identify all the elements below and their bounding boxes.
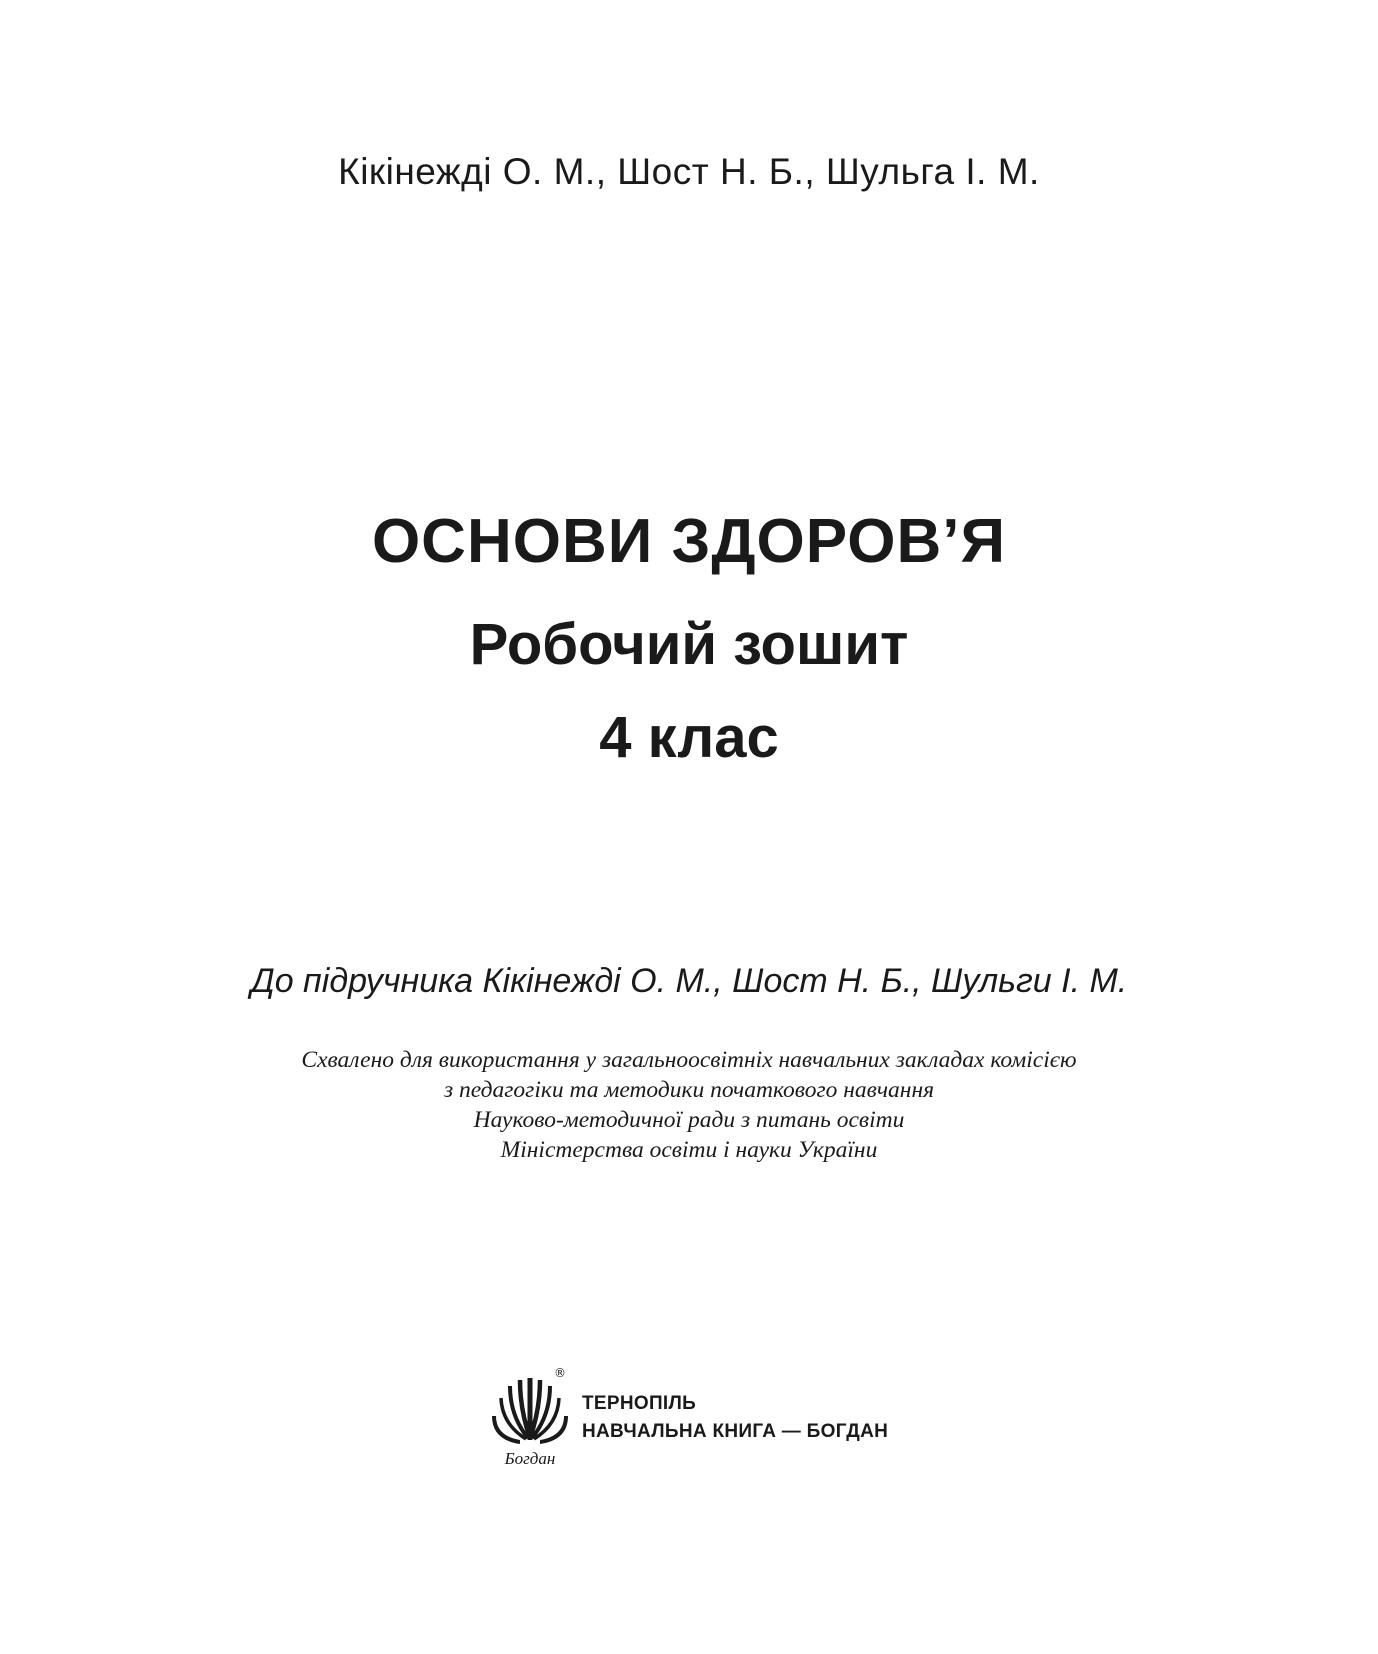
book-title: ОСНОВИ ЗДОРОВ’Я <box>371 507 1007 576</box>
grade-label: 4 клас <box>599 705 779 770</box>
logo-wordmark: Богдан <box>504 1449 556 1468</box>
publisher-block <box>490 1366 910 1470</box>
approval-line: з педагогіки та методики початкового навчання <box>443 1077 935 1103</box>
bogdan-publisher-logo-icon <box>490 1370 570 1470</box>
registered-mark: ® <box>554 1366 566 1380</box>
publisher-info <box>582 1390 888 1446</box>
approval-line: Схвалено для використання у загальноосвітніх навчальних закладах комісією <box>301 1047 1077 1073</box>
approval-line: Міністерства освіти і науки України <box>500 1137 878 1163</box>
publisher-city: ТЕРНОПІЛЬ <box>582 1393 697 1414</box>
textbook-note: До підручника Кікінежді О. М., Шост Н. Б., Шульги І. М. <box>250 962 1128 1000</box>
publisher-name: НАВЧАЛЬНА КНИГА — БОГДАН <box>582 1421 889 1442</box>
authors-line: Кікінежді О. М., Шост Н. Б., Шульга І. М. <box>338 151 1040 192</box>
book-subtitle: Робочий зошит <box>469 612 909 677</box>
approval-statement <box>0 1045 1378 1165</box>
approval-line: Науково-методичної ради з питань освіти <box>473 1107 905 1133</box>
